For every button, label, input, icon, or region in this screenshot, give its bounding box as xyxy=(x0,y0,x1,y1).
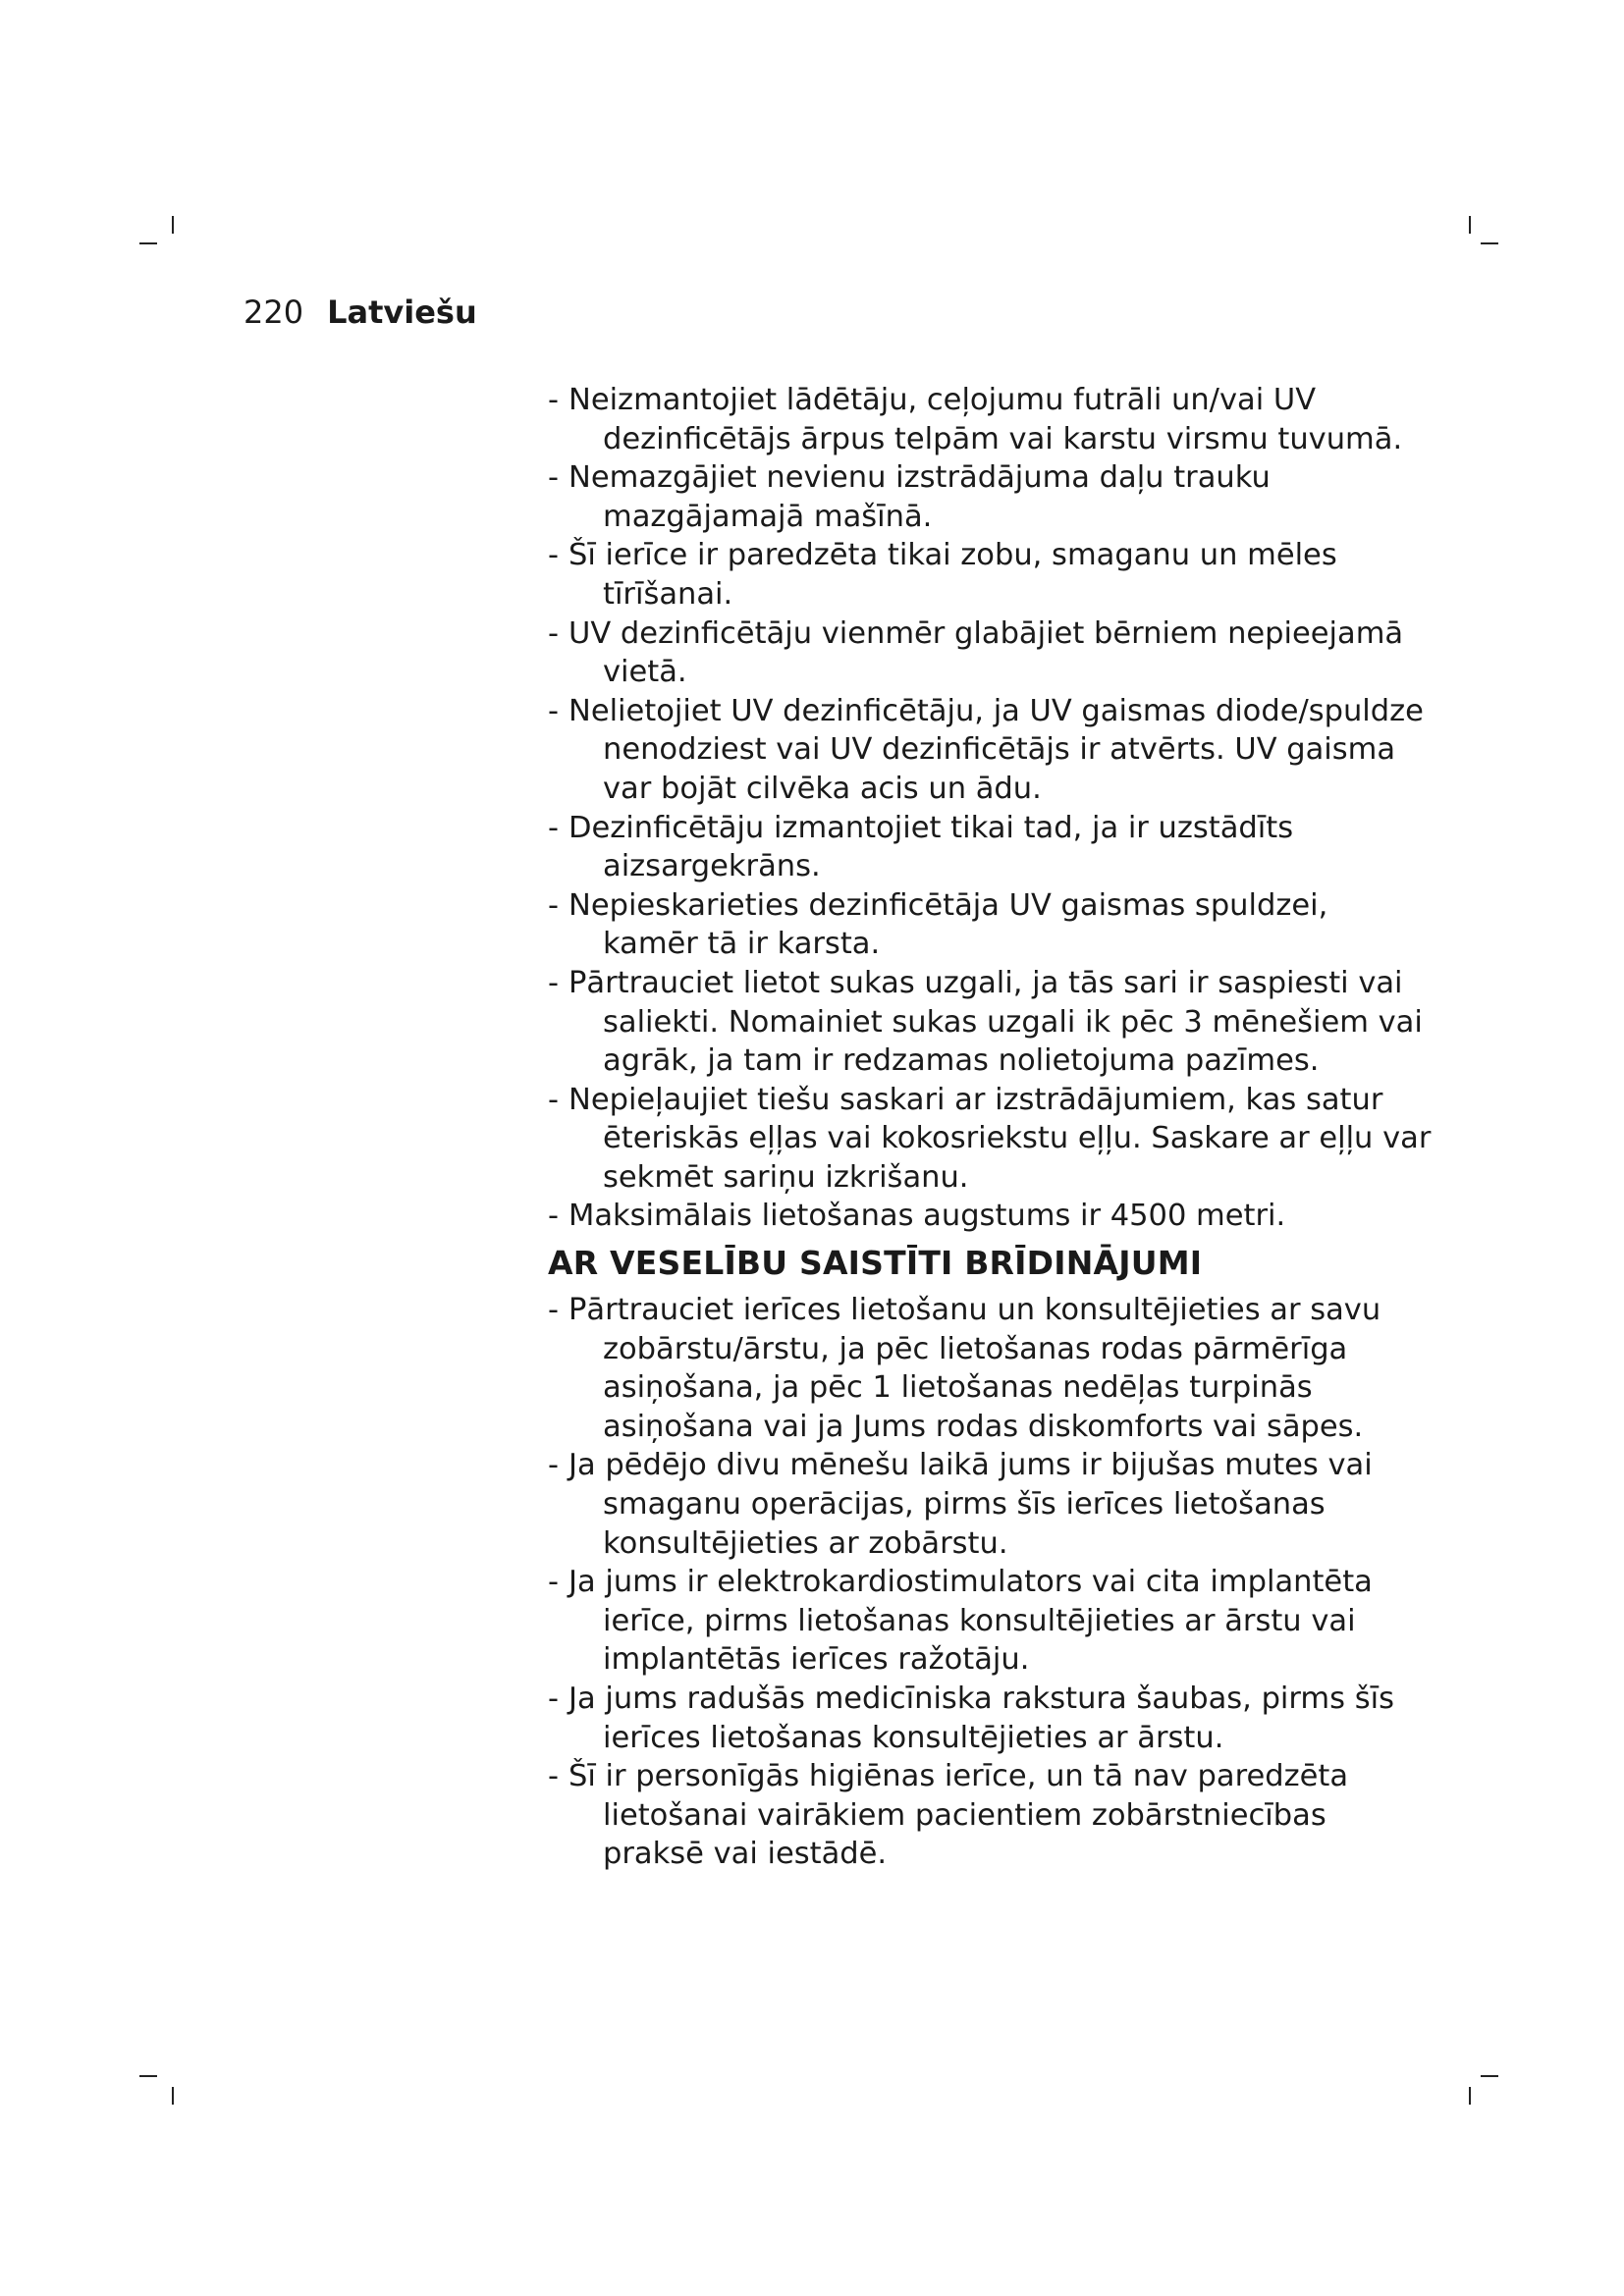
crop-mark-top-left-h xyxy=(139,242,157,244)
list-item: - Ja pēdējo divu mēnešu laikā jums ir bijušas mutes vai smaganu operācijas, pirms šīs ierīces lietošanas konsultējieties ar zobārstu. xyxy=(548,1448,1373,1561)
crop-mark-bottom-left-h xyxy=(139,2075,157,2077)
list-item: - Nepieļaujiet tiešu saskari ar izstrādājumiem, kas satur ēteriskās eļļas vai kokosriekstu eļļu. Saskare ar eļļu var sekmēt sariņu izkrišanu. xyxy=(548,1082,1432,1195)
list-item: - Maksimālais lietošanas augstums ir 4500 metri. xyxy=(548,1199,1286,1234)
list-item: - Ja jums radušās medicīniska rakstura šaubas, pirms šīs ierīces lietošanas konsultējieties ar ārstu. xyxy=(548,1682,1394,1755)
list-item: - Dezinficētāju izmantojiet tikai tad, ja ir uzstādīts aizsargekrāns. xyxy=(548,810,1294,884)
running-head xyxy=(244,291,477,334)
crop-mark-top-right-h xyxy=(1481,242,1498,244)
health-warnings-list xyxy=(548,1291,1432,1874)
list-item: - Nelietojiet UV dezinficētāju, ja UV gaismas diode/spuldze nenodziest vai UV dezinficētājs ir atvērts. UV gaisma var bojāt cilvēka acis un ādu. xyxy=(548,693,1424,806)
health-warnings-heading: AR VESELĪBU SAISTĪTI BRĪDINĀJUMI xyxy=(548,1244,1203,1283)
list-item: - Nepieskarieties dezinficētāja UV gaismas spuldzei, kamēr tā ir karsta. xyxy=(548,887,1328,962)
crop-mark-bottom-right-v xyxy=(1469,2087,1471,2105)
list-item: - Nemazgājiet nevienu izstrādājuma daļu trauku mazgājamajā mašīnā. xyxy=(548,460,1271,534)
page-content xyxy=(548,381,1432,1874)
list-item: - Ja jums ir elektrokardiostimulators vai cita implantēta ierīce, pirms lietošanas konsultējieties ar ārstu vai implantētās ierīces ražotāju. xyxy=(548,1565,1373,1678)
warnings-list xyxy=(548,381,1432,1236)
list-item: - UV dezinficētāju vienmēr glabājiet bērniem nepieejamā vietā. xyxy=(548,615,1404,690)
page-number: 220 xyxy=(244,294,304,331)
crop-mark-bottom-right-h xyxy=(1481,2075,1498,2077)
crop-mark-bottom-left-v xyxy=(172,2087,174,2105)
crop-mark-top-left-v xyxy=(172,216,174,234)
list-item: - Šī ir personīgās higiēnas ierīce, un tā nav paredzēta lietošanai vairākiem pacientiem zobārstniecības praksē vai iestādē. xyxy=(548,1759,1349,1872)
list-item: - Šī ierīce ir paredzēta tikai zobu, smaganu un mēles tīrīšanai. xyxy=(548,538,1337,612)
list-item: - Pārtrauciet lietot sukas uzgali, ja tās sari ir saspiesti vai saliekti. Nomainiet sukas uzgali ik pēc 3 mēnešiem vai agrāk, ja tam ir redzamas nolietojuma pazīmes. xyxy=(548,965,1423,1079)
list-item: - Neizmantojiet lādētāju, ceļojumu futrāli un/vai UV dezinficētājs ārpus telpām vai karstu virsmu tuvumā. xyxy=(548,383,1403,456)
crop-mark-top-right-v xyxy=(1469,216,1471,234)
list-item: - Pārtrauciet ierīces lietošanu un konsultējieties ar savu zobārstu/ārstu, ja pēc lietošanas rodas pārmērīga asiņošana, ja pēc 1 lietošanas nedēļas turpinās asiņošana vai ja Jums rodas diskomforts vai sāpes. xyxy=(548,1293,1381,1444)
language-label: Latviešu xyxy=(327,294,477,331)
